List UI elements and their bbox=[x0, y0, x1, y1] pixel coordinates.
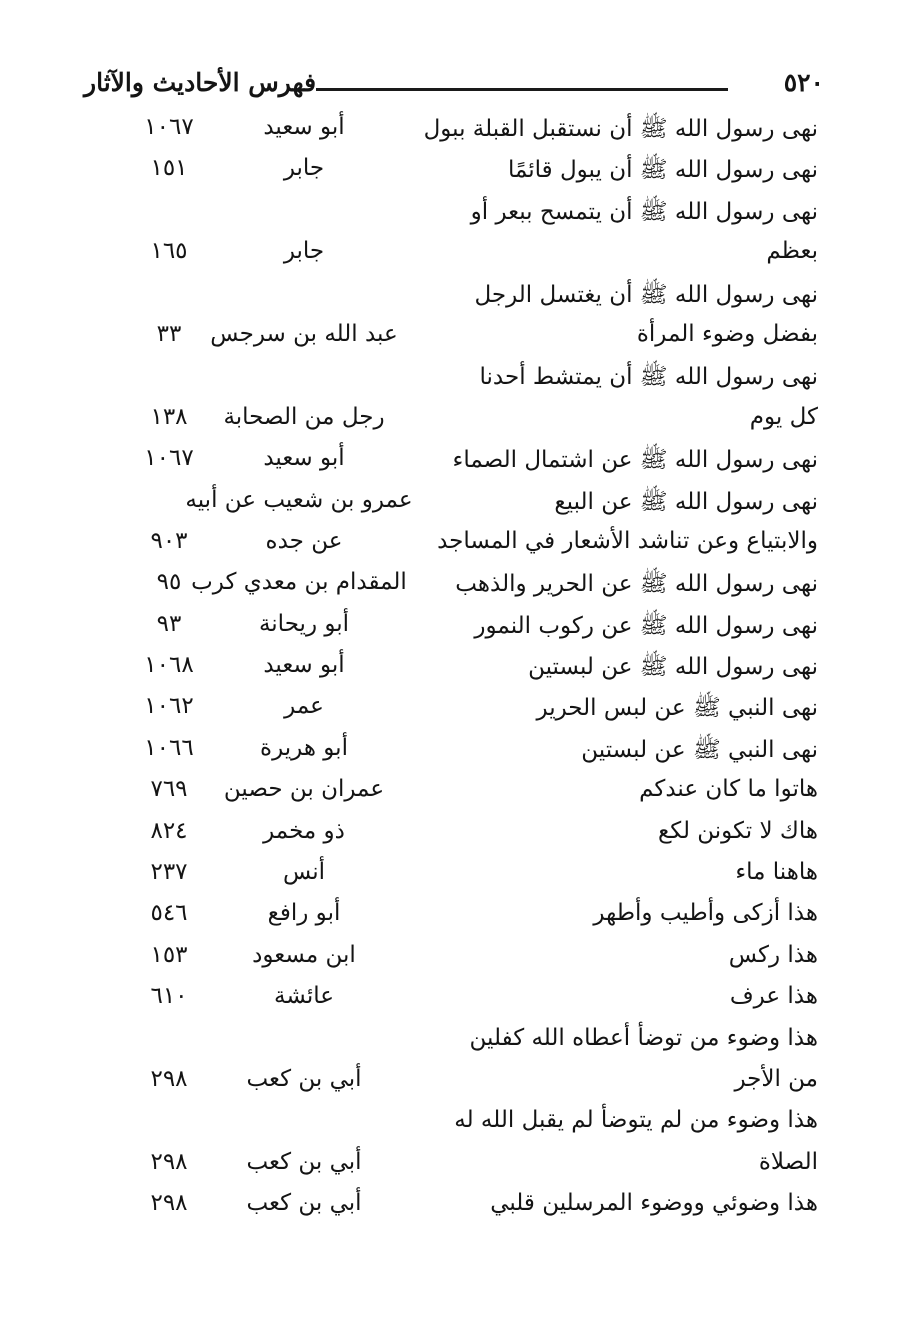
hadith-text: هذا ركس bbox=[728, 941, 818, 968]
narrator: أبي بن كعب bbox=[246, 1190, 362, 1217]
hadith-text: بفضل وضوء المرأة bbox=[636, 320, 818, 347]
narrator: عمر bbox=[284, 693, 324, 720]
narrator: ذو مخمر bbox=[263, 817, 345, 844]
hadith-text: من الأجر bbox=[734, 1065, 818, 1092]
hadith-text: هاك لا تكونن لكع bbox=[658, 817, 818, 844]
hadith-number: ٧٦٩ bbox=[150, 776, 188, 803]
hadith-index-list bbox=[84, 110, 824, 1228]
index-row bbox=[84, 151, 824, 192]
page-number: ٥٢٠ bbox=[783, 68, 824, 97]
hadith-number: ١٠٦٨ bbox=[144, 652, 194, 679]
header-rule bbox=[316, 88, 728, 91]
hadith-number: ٩٠٣ bbox=[150, 527, 188, 554]
hadith-text: هذا وضوء من توضأ أعطاه الله كفلين bbox=[469, 1024, 818, 1051]
narrator: ابن مسعود bbox=[252, 941, 356, 968]
hadith-text: نهى رسول الله ﷺ عن اشتمال الصماء bbox=[452, 447, 818, 474]
index-row bbox=[84, 855, 824, 896]
narrator: أبو سعيد bbox=[263, 445, 345, 472]
index-row bbox=[84, 317, 824, 358]
index-row bbox=[84, 689, 824, 730]
hadith-number: ٢٣٧ bbox=[150, 859, 188, 886]
narrator: عائشة bbox=[274, 983, 334, 1010]
index-row bbox=[84, 483, 824, 524]
hadith-text: نهى رسول الله ﷺ أن يبول قائمًا bbox=[507, 157, 818, 184]
hadith-number: ١٦٥ bbox=[150, 238, 188, 265]
narrator: أبو سعيد bbox=[263, 114, 345, 140]
narrator: المقدام بن معدي كرب bbox=[191, 569, 407, 596]
hadith-text: هذا وضوء من لم يتوضأ لم يقبل الله له bbox=[454, 1107, 818, 1134]
index-row bbox=[84, 276, 824, 317]
index-row bbox=[84, 1145, 824, 1186]
hadith-number: ٩٥ bbox=[156, 569, 182, 596]
hadith-text: نهى رسول الله ﷺ عن الحرير والذهب bbox=[455, 571, 818, 598]
narrator: أبو رافع bbox=[267, 900, 341, 927]
hadith-text: هاهنا ماء bbox=[735, 859, 818, 886]
index-row bbox=[84, 896, 824, 937]
hadith-text: نهى رسول الله ﷺ أن يمتشط أحدنا bbox=[479, 364, 818, 391]
hadith-number: ١٣٨ bbox=[150, 403, 188, 430]
index-row bbox=[84, 400, 824, 441]
hadith-text: نهى النبي ﷺ عن لبس الحرير bbox=[536, 695, 818, 722]
hadith-text: بعظم bbox=[766, 238, 818, 265]
hadith-number: ١٥٣ bbox=[150, 941, 188, 968]
hadith-number: ١٠٦٦ bbox=[144, 734, 194, 761]
narrator: أنس bbox=[282, 859, 326, 886]
hadith-text: كل يوم bbox=[749, 403, 818, 430]
narrator: أبي بن كعب bbox=[246, 1065, 362, 1092]
index-row bbox=[84, 358, 824, 399]
hadith-number: ١٠٦٧ bbox=[144, 114, 194, 140]
hadith-text: والابتياع وعن تناشد الأشعار في المساجد bbox=[437, 527, 818, 554]
narrator: عمرو بن شعيب عن أبيه bbox=[185, 486, 413, 513]
page-header bbox=[84, 68, 824, 108]
index-row bbox=[84, 607, 824, 648]
page-title: فهرس الأحاديث والآثار bbox=[84, 68, 317, 97]
narrator: أبو سعيد bbox=[263, 652, 345, 679]
index-row bbox=[84, 1103, 824, 1144]
hadith-number: ٢٩٨ bbox=[150, 1065, 188, 1092]
hadith-text: نهى النبي ﷺ عن لبستين bbox=[581, 736, 818, 763]
index-row bbox=[84, 234, 824, 275]
hadith-text: نهى رسول الله ﷺ عن لبستين bbox=[528, 654, 818, 681]
hadith-text: هاتوا ما كان عندكم bbox=[639, 776, 818, 803]
index-row bbox=[84, 648, 824, 689]
index-row bbox=[84, 110, 824, 151]
index-row bbox=[84, 524, 824, 565]
narrator: أبي بن كعب bbox=[246, 1148, 362, 1175]
hadith-text: نهى رسول الله ﷺ أن يغتسل الرجل bbox=[474, 281, 818, 308]
hadith-text: هذا وضوئي ووضوء المرسلين قلبي bbox=[490, 1190, 818, 1217]
narrator: عبد الله بن سرجس bbox=[210, 320, 398, 347]
hadith-number: ١٥١ bbox=[150, 155, 188, 182]
index-row bbox=[84, 772, 824, 813]
index-row bbox=[84, 938, 824, 979]
index-row bbox=[84, 441, 824, 482]
hadith-number: ١٠٦٢ bbox=[144, 693, 194, 720]
narrator: أبو هريرة bbox=[260, 734, 348, 761]
hadith-text: نهى رسول الله ﷺ عن ركوب النمور bbox=[474, 612, 818, 639]
hadith-text: نهى رسول الله ﷺ أن نستقبل القبلة ببول bbox=[423, 116, 818, 142]
narrator: جابر bbox=[283, 238, 325, 265]
hadith-number: ٣٣ bbox=[156, 320, 182, 347]
hadith-number: ٦١٠ bbox=[150, 983, 188, 1010]
narrator: عن جده bbox=[265, 527, 343, 554]
hadith-text: الصلاة bbox=[758, 1148, 818, 1175]
narrator: رجل من الصحابة bbox=[223, 403, 385, 430]
index-row bbox=[84, 1062, 824, 1103]
index-row bbox=[84, 731, 824, 772]
index-row bbox=[84, 1186, 824, 1227]
hadith-number: ٥٤٦ bbox=[150, 900, 188, 927]
hadith-text: نهى رسول الله ﷺ أن يتمسح ببعر أو bbox=[470, 198, 818, 225]
hadith-number: ٢٩٨ bbox=[150, 1190, 188, 1217]
index-row bbox=[84, 979, 824, 1020]
hadith-number: ١٠٦٧ bbox=[144, 445, 194, 472]
narrator: جابر bbox=[283, 155, 325, 182]
hadith-number: ٢٩٨ bbox=[150, 1148, 188, 1175]
index-row bbox=[84, 193, 824, 234]
hadith-number: ٨٢٤ bbox=[150, 817, 188, 844]
hadith-text: هذا أزكى وأطيب وأطهر bbox=[593, 900, 818, 927]
narrator: عمران بن حصين bbox=[223, 776, 385, 803]
index-row bbox=[84, 1021, 824, 1062]
hadith-number: ٩٣ bbox=[156, 610, 182, 637]
hadith-text: هذا عرف bbox=[729, 983, 818, 1010]
narrator: أبو ريحانة bbox=[258, 610, 350, 637]
index-row bbox=[84, 565, 824, 606]
hadith-text: نهى رسول الله ﷺ عن البيع bbox=[554, 488, 818, 515]
index-row bbox=[84, 814, 824, 855]
